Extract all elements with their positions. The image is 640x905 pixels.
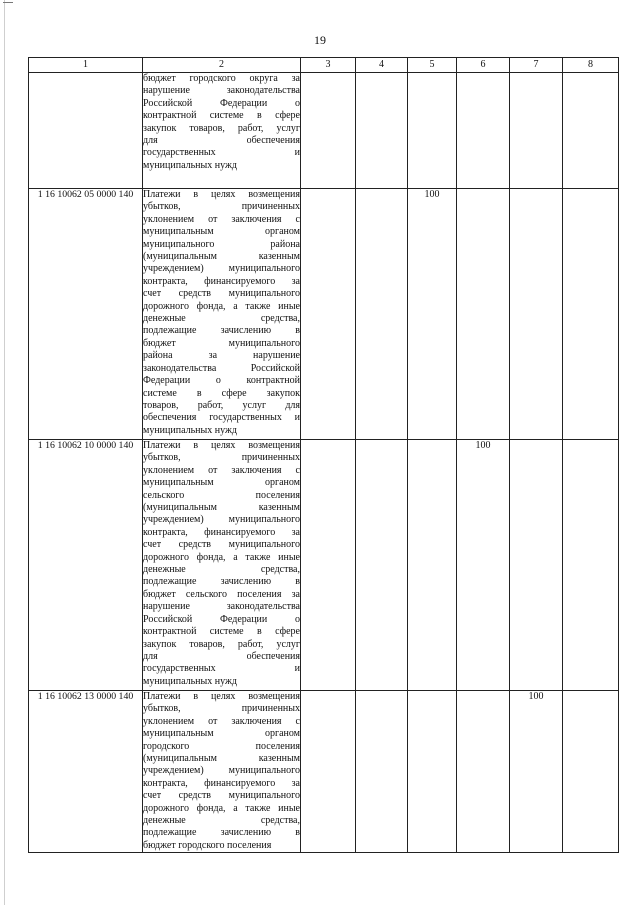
revenue-name-line: бюджет городского округа за — [143, 73, 300, 84]
table-row — [29, 73, 619, 189]
revenue-name-line: городского поселения — [143, 740, 300, 752]
table-row — [29, 189, 619, 440]
revenue-name-line: муниципальных нужд — [143, 675, 237, 687]
budget-code-cell — [29, 73, 143, 189]
value-cell-col-3 — [301, 691, 356, 853]
revenue-name-line: убытков, причиненных — [143, 703, 300, 715]
revenue-name-line: для обеспечения — [143, 650, 300, 662]
value-cell-col-4 — [356, 691, 408, 853]
revenue-name-line: товаров, работ, услуг для — [143, 399, 300, 411]
revenue-name-line: нарушение законодательства — [143, 601, 300, 613]
budget-code-cell: 1 16 10062 10 0000 140 — [29, 440, 143, 691]
revenue-name-line: счет средств муниципального — [143, 790, 300, 802]
header-col-2: 2 — [143, 58, 301, 73]
revenue-name-line: контрактной системе в сфере — [143, 626, 300, 638]
scan-crop-mark — [3, 2, 13, 3]
revenue-name-line: муниципальным органом — [143, 728, 300, 740]
value-cell-col-7 — [510, 189, 563, 440]
revenue-name-line: закупок товаров, работ, услуг — [143, 122, 300, 134]
scan-edge-line — [4, 0, 5, 905]
revenue-name-line: подлежащие зачислению в — [143, 827, 300, 839]
revenue-name-line: дорожного фонда, а также иные — [143, 551, 300, 563]
revenue-name-line: счет средств муниципального — [143, 539, 300, 551]
value-cell-col-7 — [510, 73, 563, 189]
value-cell-col-3 — [301, 189, 356, 440]
value-cell-col-3 — [301, 440, 356, 691]
revenue-name-line: обеспечения государственных и — [143, 412, 300, 424]
revenue-name-line: уклонением от заключения с — [143, 213, 300, 225]
value-cell-col-8 — [563, 440, 619, 691]
revenue-name-cell — [143, 73, 301, 189]
value-cell-col-4 — [356, 73, 408, 189]
value-cell-col-5 — [408, 691, 457, 853]
revenue-name-line: дорожного фонда, а также иные — [143, 300, 300, 312]
revenue-name-cell — [143, 691, 301, 853]
revenue-name-line: (муниципальным казенным — [143, 502, 300, 514]
value-cell-col-8 — [563, 189, 619, 440]
value-cell-col-3 — [301, 73, 356, 189]
header-col-3: 3 — [301, 58, 356, 73]
revenue-name-line: муниципальных нужд — [143, 159, 237, 171]
revenue-name-line: муниципального района — [143, 238, 300, 250]
revenue-name-line: учреждением) муниципального — [143, 263, 300, 275]
revenue-name-line: нарушение законодательства — [143, 85, 300, 97]
revenue-name-line: Платежи в целях возмещения — [143, 691, 300, 702]
revenue-name-line: подлежащие зачислению в — [143, 576, 300, 588]
budget-code-cell: 1 16 10062 13 0000 140 — [29, 691, 143, 853]
revenue-name-line: (муниципальным казенным — [143, 753, 300, 765]
revenue-name-line: учреждением) муниципального — [143, 514, 300, 526]
revenue-name-line: муниципальных нужд — [143, 424, 237, 436]
revenue-name-line: района за нарушение — [143, 350, 300, 362]
header-col-1: 1 — [29, 58, 143, 73]
value-cell-col-5 — [408, 73, 457, 189]
page-number: 19 — [314, 33, 326, 47]
value-cell-col-5: 100 — [408, 189, 457, 440]
value-cell-col-7: 100 — [510, 691, 563, 853]
revenue-name-line: для обеспечения — [143, 135, 300, 147]
revenue-name-line: подлежащие зачислению в — [143, 325, 300, 337]
revenue-name-line: убытков, причиненных — [143, 201, 300, 213]
revenue-name-line: денежные средства, — [143, 564, 300, 576]
revenue-name-line: закупок товаров, работ, услуг — [143, 638, 300, 650]
header-col-8: 8 — [563, 58, 619, 73]
revenue-name-line: Платежи в целях возмещения — [143, 189, 300, 200]
revenue-name-line: контракта, финансируемого за — [143, 275, 300, 287]
revenue-name-line: Федерации о контрактной — [143, 375, 300, 387]
revenue-name-line: контракта, финансируемого за — [143, 777, 300, 789]
value-cell-col-5 — [408, 440, 457, 691]
revenue-name-line: убытков, причиненных — [143, 452, 300, 464]
header-col-5: 5 — [408, 58, 457, 73]
header-col-7: 7 — [510, 58, 563, 73]
header-row — [29, 58, 619, 73]
table-row — [29, 440, 619, 691]
revenue-name-line: муниципальным органом — [143, 477, 300, 489]
revenue-name-line: уклонением от заключения с — [143, 464, 300, 476]
revenue-name-line: Платежи в целях возмещения — [143, 440, 300, 451]
revenue-name-line: бюджет сельского поселения за — [143, 588, 300, 600]
table-row — [29, 691, 619, 853]
value-cell-col-4 — [356, 189, 408, 440]
header-col-6: 6 — [457, 58, 510, 73]
revenue-name-line: денежные средства, — [143, 815, 300, 827]
value-cell-col-6 — [457, 691, 510, 853]
revenue-name-line: бюджет муниципального — [143, 337, 300, 349]
revenue-name-line: денежные средства, — [143, 313, 300, 325]
revenue-name-line: Российской Федерации о — [143, 97, 300, 109]
revenue-name-line: (муниципальным казенным — [143, 251, 300, 263]
revenue-name-line: дорожного фонда, а также иные — [143, 802, 300, 814]
revenue-name-line: государственных и — [143, 147, 300, 159]
revenue-name-line: бюджет городского поселения — [143, 839, 272, 851]
revenue-name-line: счет средств муниципального — [143, 288, 300, 300]
revenue-name-line: учреждением) муниципального — [143, 765, 300, 777]
revenue-name-line: муниципальным органом — [143, 226, 300, 238]
revenue-name-line: контракта, финансируемого за — [143, 526, 300, 538]
value-cell-col-8 — [563, 73, 619, 189]
value-cell-col-4 — [356, 440, 408, 691]
revenue-name-line: уклонением от заключения с — [143, 715, 300, 727]
value-cell-col-6 — [457, 189, 510, 440]
revenue-name-cell — [143, 189, 301, 440]
revenue-name-line: контрактной системе в сфере — [143, 110, 300, 122]
revenue-name-line: законодательства Российской — [143, 362, 300, 374]
header-col-4: 4 — [356, 58, 408, 73]
revenue-name-line: Российской Федерации о — [143, 613, 300, 625]
revenue-name-line: сельского поселения — [143, 489, 300, 501]
revenue-name-line: государственных и — [143, 663, 300, 675]
revenue-name-cell — [143, 440, 301, 691]
value-cell-col-6 — [457, 73, 510, 189]
revenue-name-line: системе в сфере закупок — [143, 387, 300, 399]
value-cell-col-8 — [563, 691, 619, 853]
value-cell-col-7 — [510, 440, 563, 691]
budget-table — [28, 57, 619, 853]
value-cell-col-6: 100 — [457, 440, 510, 691]
budget-code-cell: 1 16 10062 05 0000 140 — [29, 189, 143, 440]
